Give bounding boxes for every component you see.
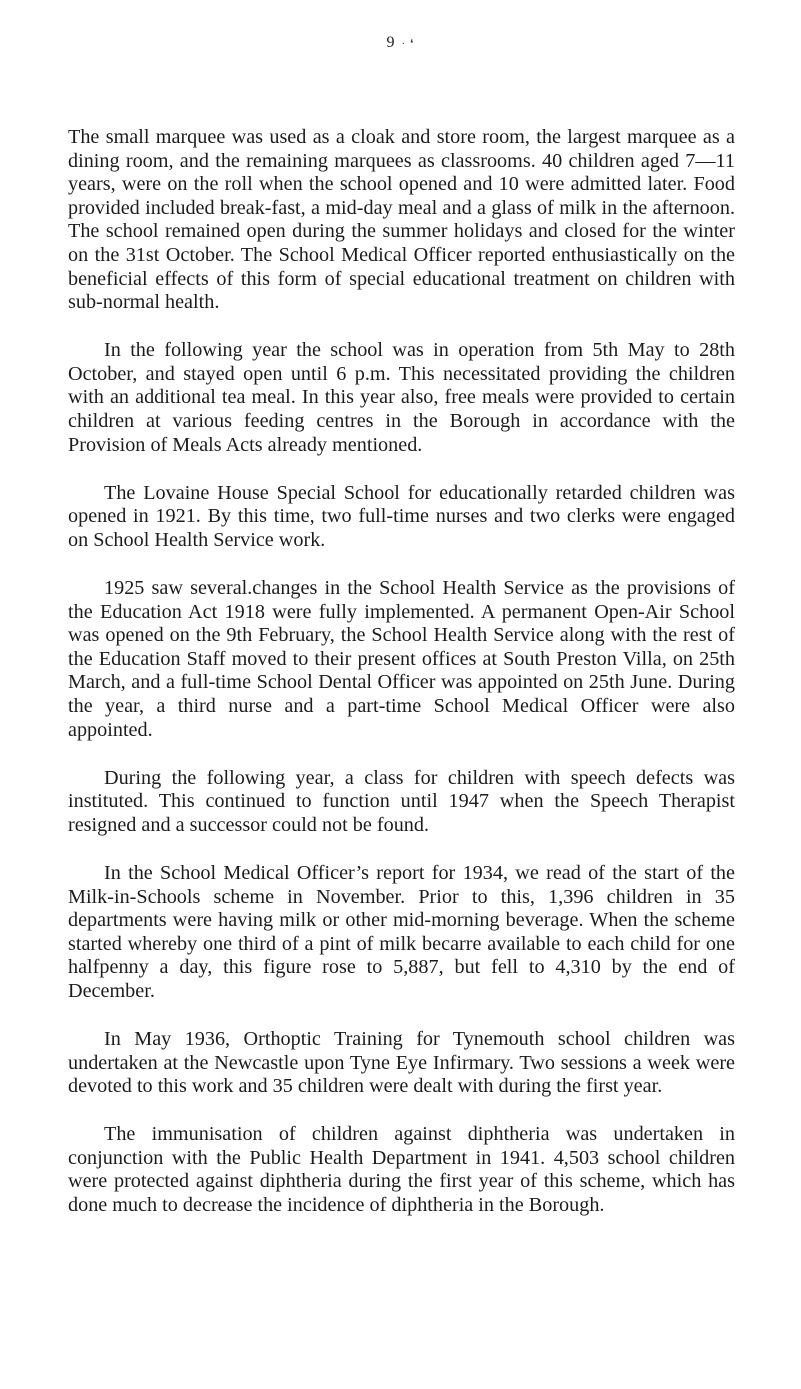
paragraph-diphtheria-immunisation: The immunisation of children against diphtheria was undertaken in conjunction with the Public Health Department in 1941. 4,503 school children were protected against diphtheria during the first year of this scheme, which has done much to decrease the incidence of diphtheria in the Borough. <box>68 1123 735 1217</box>
paragraph-speech-defects: During the following year, a class for children with speech defects was instituted. This continued to function until 1947 when the Speech Therapist resigned and a successor could not be found. <box>68 766 735 836</box>
page-number <box>0 34 801 52</box>
paragraph-milk-in-schools: In the School Medical Officer’s report for 1934, we read of the start of the Milk-in-Schools scheme in November. Prior to this, 1,396 children in 35 departments were having milk or other mid-morning beverage. When the scheme started whereby one third of a pint of milk becarre available to each child for one halfpenny a day, this figure rose to 5,887, but fell to 4,310 by the end of December. <box>68 861 735 1002</box>
body-text <box>68 126 735 1242</box>
paragraph-marquee-classrooms: The small marquee was used as a cloak and store room, the largest marquee as a dining room, and the remaining marquees as classrooms. 40 children aged 7—11 years, were on the roll when the school opened and 10 were admitted later. Food provided included break-fast, a mid-day meal and a glass of milk in the afternoon. The school remained open during the summer holidays and closed for the winter on the 31st October. The School Medical Officer reported enthusiastically on the beneficial effects of this form of special educational treatment on children with sub-normal health. <box>68 126 735 314</box>
paragraph-1925-changes: 1925 saw several.changes in the School Health Service as the provisions of the Education Act 1918 were fully implemented. A permanent Open-Air School was opened on the 9th February, the School Health Service along with the rest of the Education Staff moved to their present offices at South Preston Villa, on 25th March, and a full-time School Dental Officer was appointed on 25th June. During the year, a third nurse and a part-time School Medical Officer were also appointed. <box>68 577 735 741</box>
page-number-mark: · ❛ <box>401 38 415 50</box>
paragraph-orthoptic-training: In May 1936, Orthoptic Training for Tynemouth school children was undertaken at the Newcastle upon Tyne Eye Infirmary. Two sessions a week were devoted to this work and 35 children were dealt with during the first year. <box>68 1028 735 1098</box>
paragraph-following-year: In the following year the school was in operation from 5th May to 28th October, and stayed open until 6 p.m. This necessitated providing the children with an additional tea meal. In this year also, free meals were provided to certain children at various feeding centres in the Borough in accordance with the Provision of Meals Acts already mentioned. <box>68 339 735 456</box>
page-number-value: 9 <box>386 34 396 51</box>
paragraph-lovaine-house: The Lovaine House Special School for educationally retarded children was opened in 1921. By this time, two full-time nurses and two clerks were engaged on School Health Service work. <box>68 481 735 551</box>
